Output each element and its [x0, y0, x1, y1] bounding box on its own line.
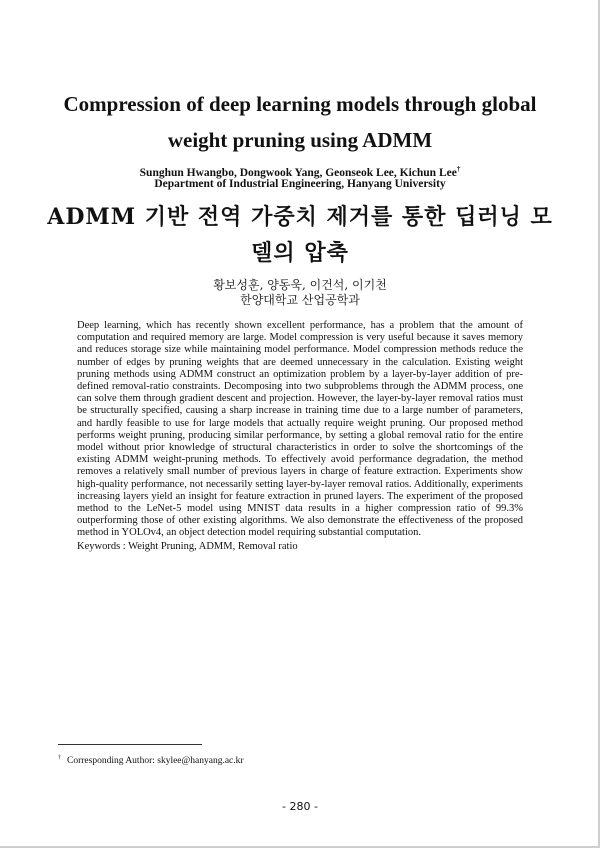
page-number: - 280 - — [282, 800, 318, 813]
department-korean: 한양대학교 산업공학과 — [240, 293, 360, 307]
footnote-text: Corresponding Author: skylee@hanyang.ac.kr — [67, 756, 244, 767]
keywords-line: Keywords : Weight Pruning, ADMM, Removal ratio — [77, 541, 298, 552]
footnote-mark: † — [58, 755, 61, 761]
author-names-english: Sunghun Hwangbo, Dongwook Yang, Geonseok Lee, Kichun Lee — [139, 166, 457, 179]
corresponding-author-mark: † — [456, 165, 461, 173]
paper-title-english: Compression of deep learning models through global weight pruning using ADMM — [63, 92, 537, 152]
paper-title-korean: ADMM 기반 전역 가중치 제거를 통한 딥러닝 모델의 압축 — [47, 204, 553, 266]
abstract-text: Deep learning, which has recently shown excellent performance, has a problem that the amount of computation and required memory are large. Model compression is very useful because it saves memory and reduces storage size while maintaining model performance. Model compression methods reduce the number of edges by pruning weights that are deemed unnecessary in the calculation. Existing weight pruning methods using ADMM construct an optimization problem by a layer-by-layer addition of pre-defined removal-ratio constraints. Decomposing into two subproblems through the ADMM process, one can solve them through gradient descent and projection. However, the layer-by-layer removal ratios must be structurally specified, causing a sharp increase in training time due to a large number of parameters, and hardly feasible to use for large models that actually require weight pruning. Our proposed method performs weight pruning, producing similar performance, by setting a global removal ratio for the entire model without prior knowledge of structural characteristics in order to solve the shortcomings of the existing ADMM weight-pruning methods. To effectively avoid performance degradation, the method removes a relatively small number of previous layers in charge of feature extraction. Experiments show high-quality performance, not necessarily setting layer-by-layer removal ratios. Additionally, experiments increasing layers yield an insight for feature extraction in pruned layers. The experiment of the proposed method to the LeNet-5 model using MNIST data results in a higher compression ratio of 99.3% outperforming those of other existing algorithms. We also demonstrate the effectiveness of the proposed method in YOLOv4, an object detection model requiring substantial computation. — [77, 320, 523, 539]
department-english: Department of Industrial Engineering, Hanyang University — [154, 178, 446, 190]
footnote-divider — [58, 744, 202, 745]
footnote — [58, 752, 244, 767]
author-list-korean: 황보성훈, 양동욱, 이건석, 이기천 — [213, 278, 387, 292]
